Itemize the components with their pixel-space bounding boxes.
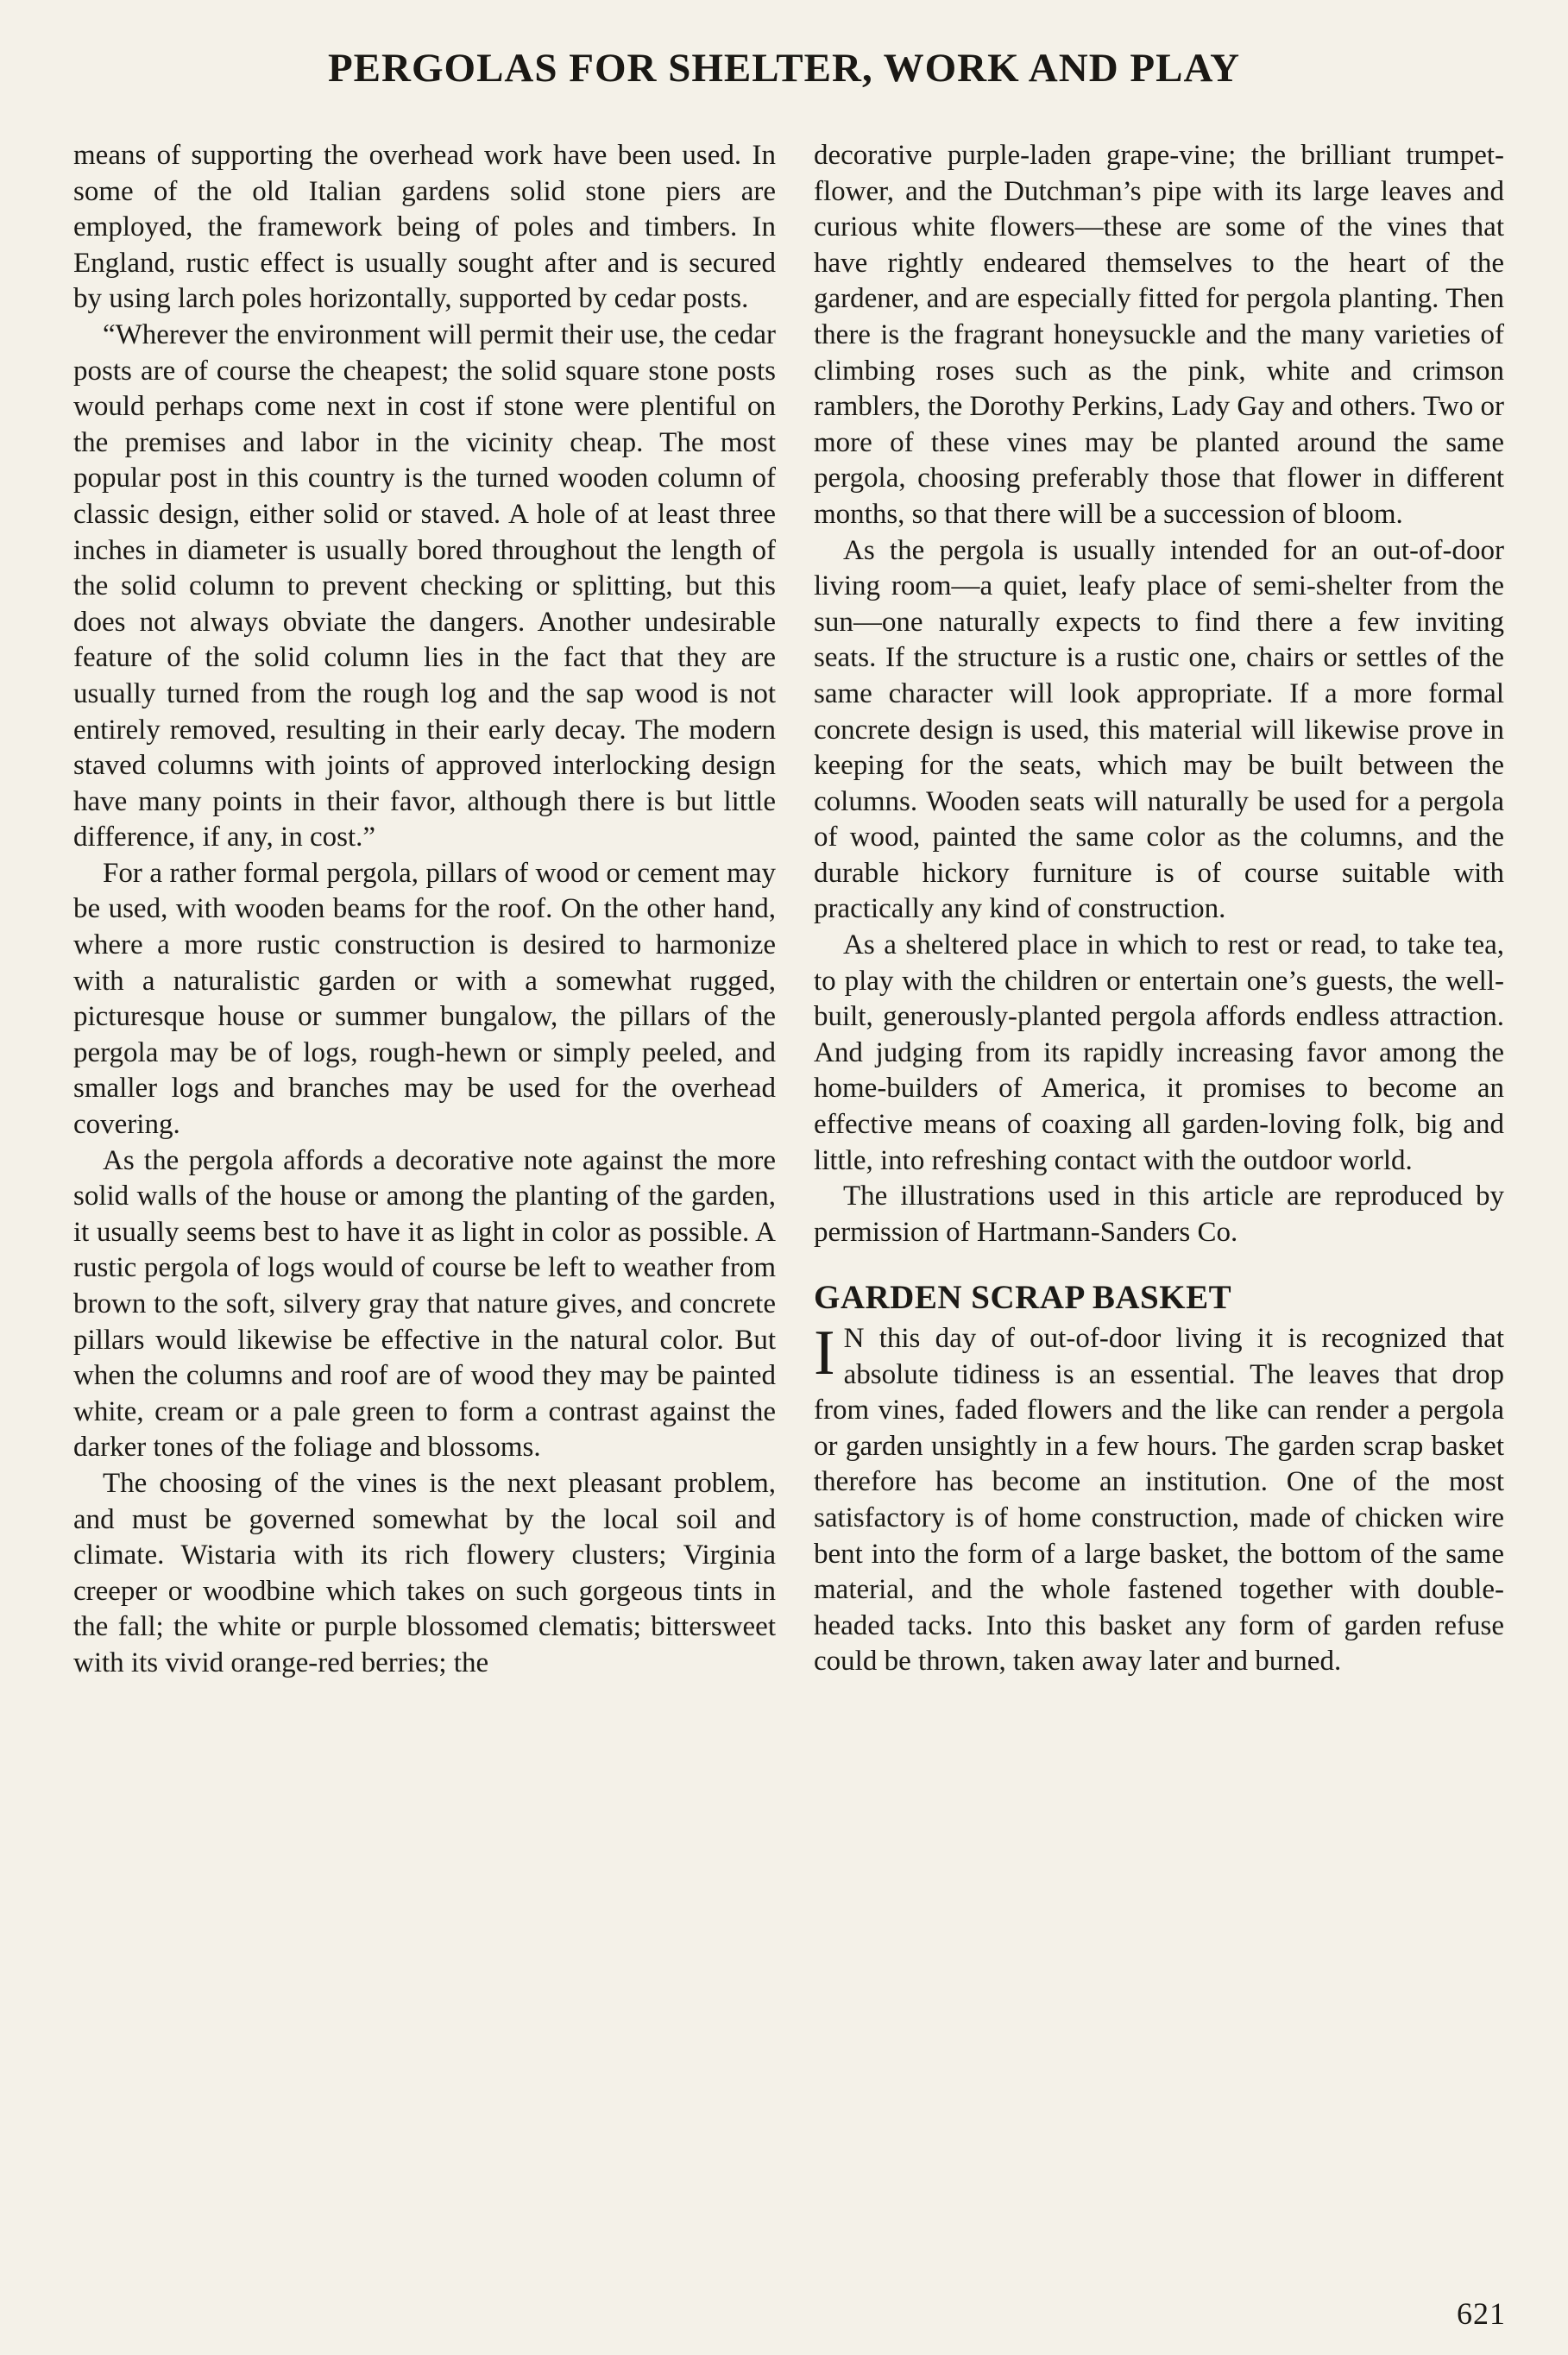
article-right-column [814,138,1504,1680]
paragraph: For a rather formal pergola, pillars of wood or cement may be used, with wooden beams for the roof. On the other hand, where a more rustic construction is desired to harmonize with a naturalistic garden or with a somewhat rugged, picturesque house or summer bungalow, the pillars of the pergola may be of logs, rough-hewn or simply peeled, and smaller logs and branches may be used for the overhead covering. [73,857,776,1141]
paragraph: The choosing of the vines is the next pleasant problem, and must be governed somewhat by the local soil and climate. Wistaria with its rich flowery clusters; Virginia creeper or woodbine which takes on such gorgeous tints in the fall; the white or purple blossomed clematis; bittersweet with its vivid orange-red berries; the [73,1467,776,1678]
paragraph: As the pergola is usually intended for an out-of-door living room—a quiet, leafy place of semi-shelter from the sun—one naturally expects to find there a few inviting seats. If the structure is a rustic one, chairs or settles of the same character will look appropriate. If a more formal concrete design is used, this material will likewise prove in keeping for the seats, which may be built between the columns. Wooden seats will naturally be used for a pergola of wood, painted the same color as the columns, and the durable hickory furniture is of course suitable with practically any kind of construction. [814,534,1504,925]
drop-cap: I [814,1318,835,1388]
paragraph: “Wherever the environment will permit their use, the cedar posts are of course the cheapest; the solid square stone posts would perhaps come next in cost if stone were plentiful on the premises and labor in the vicinity cheap. The most popular post in this country is the turned wooden column of classic design, either solid or staved. A hole of at least three inches in diameter is usually bored throughout the length of the solid column to prevent checking or splitting, but this does not always obviate the dangers. Another undesirable feature of the solid column lies in the fact that they are usually turned from the rough log and the sap wood is not entirely removed, resulting in their early decay. The modern staved columns with joints of approved interlocking design have many points in their favor, although there is but little difference, if any, in cost.” [73,318,776,853]
article-left-column [73,138,776,1682]
paragraph: As a sheltered place in which to rest or read, to take tea, to play with the children or entertain one’s guests, the well-built, generously-planted pergola affords endless attraction. And judging from its rapidly increasing favor among the home-builders of America, it promises to become an effective means of coaxing all garden-loving folk, big and little, into refreshing contact with the outdoor world. [814,929,1504,1176]
paragraph: As the pergola affords a decorative note against the more solid walls of the house or among the planting of the garden, it usually seems best to have it as light in color as possible. A rustic pergola of logs would of course be left to weather from brown to the soft, silvery gray that nature gives, and concrete pillars would likewise be effective in the natural color. But when the columns and roof are of wood they may be painted white, cream or a pale green to form a contrast against the darker tones of the foliage and blossoms. [73,1144,776,1464]
section-heading: GARDEN SCRAP BASKET [814,1279,1232,1317]
paragraph: means of supporting the overhead work have been used. In some of the old Italian gardens solid stone piers are employed, the framework being of poles and timbers. In England, rustic effect is usually sought after and is secured by using larch poles horizontally, supported by cedar posts. [73,140,776,315]
paragraph: decorative purple-laden grape-vine; the brilliant trumpet-flower, and the Dutchman’s pipe with its large leaves and curious white flowers—these are some of the vines that have rightly endeared themselves to the heart of the gardener, and are especially fitted for pergola planting. Then there is the fragrant honeysuckle and the many varieties of climbing roses such as the pink, white and crimson ramblers, the Dorothy Perkins, Lady Gay and others. Two or more of these vines may be planted around the same pergola, choosing preferably those that flower in different months, so that there will be a succession of bloom. [814,140,1504,530]
section-body-text: N this day of out-of-door living it is recognized that absolute tidiness is an essential. The leaves that drop from vines, faded flowers and the like can render a pergola or garden unsightly in a few hours. The garden scrap basket therefore has become an institution. One of the most satisfactory is of home construction, made of chicken wire bent into the form of a large basket, the bottom of the same material, and the whole fastened together with double-headed tacks. Into this basket any form of garden refuse could be thrown, taken away later and burned. [814,1323,1504,1678]
section-paragraph [814,1318,1504,1680]
page-title: PERGOLAS FOR SHELTER, WORK AND PLAY [327,46,1241,91]
paragraph: The illustrations used in this article are reproduced by permission of Hartmann-Sanders Co. [814,1181,1504,1248]
page-number: 621 [1457,2296,1506,2331]
